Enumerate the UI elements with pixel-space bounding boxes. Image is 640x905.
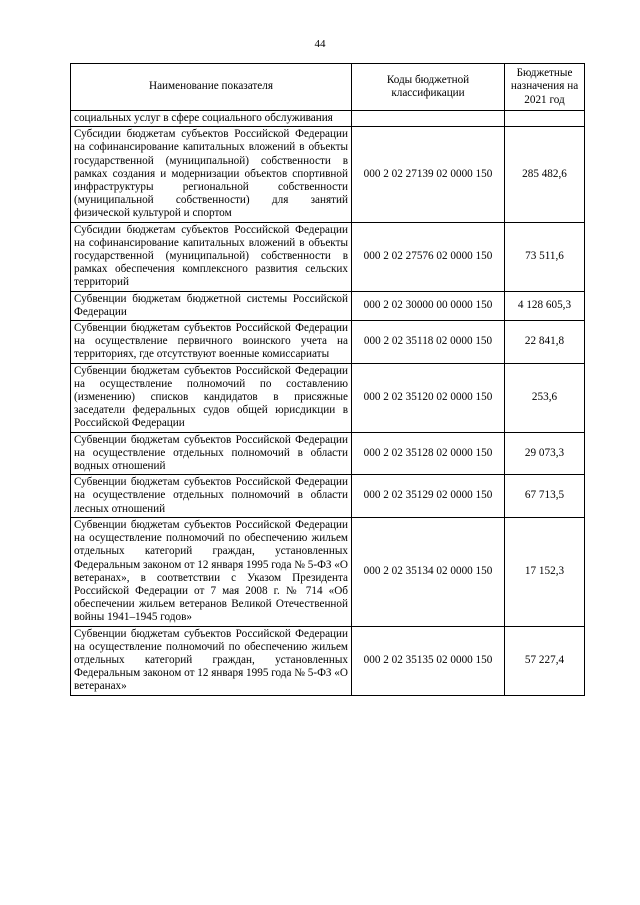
- row-amount: 17 152,3: [505, 517, 585, 626]
- table-row: [71, 363, 585, 432]
- table-row: [71, 475, 585, 518]
- row-code: 000 2 02 35118 02 0000 150: [352, 321, 505, 364]
- row-name: социальных услуг в сфере социального обслуживания: [71, 111, 352, 127]
- row-amount: 73 511,6: [505, 222, 585, 291]
- table-row: [71, 291, 585, 320]
- table-row: [71, 222, 585, 291]
- row-amount: 253,6: [505, 363, 585, 432]
- row-amount: [505, 111, 585, 127]
- row-code: 000 2 02 30000 00 0000 150: [352, 291, 505, 320]
- row-amount: 22 841,8: [505, 321, 585, 364]
- row-amount: 285 482,6: [505, 127, 585, 222]
- row-code: 000 2 02 35128 02 0000 150: [352, 432, 505, 475]
- header-budget-code: Коды бюджетной классификации: [352, 64, 505, 111]
- row-name: Субвенции бюджетам субъектов Российской Федерации на осуществление первичного воинского учета на территориях, где отсутствуют военные комиссариаты: [71, 321, 352, 364]
- table-row: [71, 517, 585, 626]
- row-name: Субвенции бюджетам субъектов Российской Федерации на осуществление отдельных полномочий в области лесных отношений: [71, 475, 352, 518]
- row-name: Субвенции бюджетам субъектов Российской Федерации на осуществление полномочий по составлению (изменению) списков кандидатов в присяжные заседатели федеральных судов общей юрисдикции в Российской Федерации: [71, 363, 352, 432]
- header-budget-amount: Бюджетные назначения на 2021 год: [505, 64, 585, 111]
- table-row: [71, 321, 585, 364]
- row-name: Субвенции бюджетам субъектов Российской Федерации на осуществление полномочий по обеспечению жильем отдельных категорий граждан, установленных Федеральным законом от 12 января 1995 года № 5-ФЗ «О ветеранах», в соответствии с Указом Президента Российской Федерации от 7 мая 2008 г. № 714 «Об обеспечении жильем ветеранов Великой Отечественной войны 1941–1945 годов»: [71, 517, 352, 626]
- page-number: 44: [314, 38, 326, 50]
- row-name: Субсидии бюджетам субъектов Российской Федерации на софинансирование капитальных вложений в объекты государственной (муниципальной) собственности в рамках создания и модернизации объектов спортивной инфраструктуры региональной собственности (муниципальной собственности) для занятий физической культурой и спортом: [71, 127, 352, 222]
- header-indicator-name: Наименование показателя: [71, 64, 352, 111]
- row-amount: 4 128 605,3: [505, 291, 585, 320]
- table-row: [71, 626, 585, 695]
- row-name: Субвенции бюджетам бюджетной системы Российской Федерации: [71, 291, 352, 320]
- row-amount: 67 713,5: [505, 475, 585, 518]
- row-amount: 29 073,3: [505, 432, 585, 475]
- table-row: [71, 127, 585, 222]
- table-row: [71, 432, 585, 475]
- row-code: 000 2 02 35135 02 0000 150: [352, 626, 505, 695]
- table-header-row: [71, 64, 585, 111]
- row-name: Субвенции бюджетам субъектов Российской Федерации на осуществление полномочий по обеспечению жильем отдельных категорий граждан, установленных Федеральным законом от 12 января 1995 года № 5-ФЗ «О ветеранах»: [71, 626, 352, 695]
- row-code: 000 2 02 27576 02 0000 150: [352, 222, 505, 291]
- row-amount: 57 227,4: [505, 626, 585, 695]
- row-code: 000 2 02 35134 02 0000 150: [352, 517, 505, 626]
- table-row: [71, 111, 585, 127]
- row-code: 000 2 02 35120 02 0000 150: [352, 363, 505, 432]
- row-code: 000 2 02 27139 02 0000 150: [352, 127, 505, 222]
- row-code: [352, 111, 505, 127]
- budget-table: [70, 63, 585, 696]
- row-code: 000 2 02 35129 02 0000 150: [352, 475, 505, 518]
- row-name: Субсидии бюджетам субъектов Российской Федерации на софинансирование капитальных вложений в объекты государственной (муниципальной) собственности в рамках обеспечения комплексного развития сельских территорий: [71, 222, 352, 291]
- row-name: Субвенции бюджетам субъектов Российской Федерации на осуществление отдельных полномочий в области водных отношений: [71, 432, 352, 475]
